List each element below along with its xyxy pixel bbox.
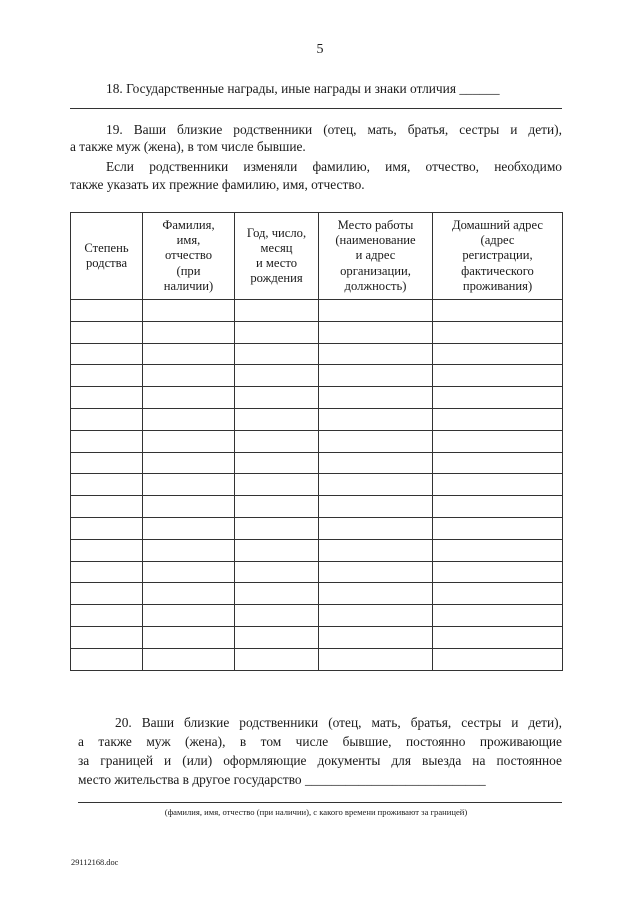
table-cell[interactable] (319, 539, 433, 561)
table-cell[interactable] (319, 408, 433, 430)
table-cell[interactable] (143, 648, 235, 670)
column-header-line: Год, число, (246, 225, 307, 240)
table-cell[interactable] (433, 583, 563, 605)
table-cell[interactable] (319, 626, 433, 648)
column-header-line: Фамилия, (162, 217, 215, 232)
table-cell[interactable] (71, 300, 143, 322)
table-cell[interactable] (433, 387, 563, 409)
table-cell[interactable] (235, 321, 319, 343)
table-cell[interactable] (433, 626, 563, 648)
item-18-answer-line (70, 108, 562, 109)
table-row (71, 408, 563, 430)
table-cell[interactable] (143, 452, 235, 474)
item-19-line-4: также указать их прежние фамилию, имя, отчество. (70, 177, 365, 192)
table-cell[interactable] (143, 408, 235, 430)
column-header-line: проживания) (462, 278, 533, 293)
table-cell[interactable] (433, 561, 563, 583)
table-row (71, 496, 563, 518)
table-cell[interactable] (71, 648, 143, 670)
column-header-line: имя, (176, 233, 201, 248)
table-cell[interactable] (235, 387, 319, 409)
table-cell[interactable] (433, 648, 563, 670)
table-row (71, 561, 563, 583)
table-cell[interactable] (143, 300, 235, 322)
table-cell[interactable] (143, 561, 235, 583)
table-cell[interactable] (71, 496, 143, 518)
table-cell[interactable] (143, 343, 235, 365)
table-cell[interactable] (71, 583, 143, 605)
table-cell[interactable] (235, 430, 319, 452)
table-cell[interactable] (235, 452, 319, 474)
table-cell[interactable] (143, 430, 235, 452)
table-cell[interactable] (319, 300, 433, 322)
table-header-row (71, 213, 563, 300)
column-header-line: Домашний адрес (452, 217, 543, 232)
answer-line-caption: (фамилия, имя, отчество (при наличии), с какого времени проживают за границей) (164, 807, 468, 817)
column-header-line: регистрации, (462, 248, 533, 263)
table-row (71, 539, 563, 561)
column-header-line: организации, (340, 263, 411, 278)
table-cell[interactable] (143, 496, 235, 518)
table-cell[interactable] (319, 343, 433, 365)
table-cell[interactable] (433, 300, 563, 322)
table-cell[interactable] (319, 648, 433, 670)
column-header (433, 213, 563, 300)
item-19-line-2: а также муж (жена), в том числе бывшие. (70, 139, 306, 154)
column-header-line: (адрес (480, 233, 515, 248)
table-row (71, 387, 563, 409)
column-header-line: Место работы (337, 217, 414, 232)
column-header-line: (наименование (335, 233, 416, 248)
table-cell[interactable] (71, 561, 143, 583)
table-cell[interactable] (319, 452, 433, 474)
column-header (143, 213, 235, 300)
table-cell[interactable] (433, 430, 563, 452)
table-cell[interactable] (433, 539, 563, 561)
column-header-line: должность) (344, 278, 407, 293)
table-row (71, 474, 563, 496)
table-cell[interactable] (433, 474, 563, 496)
table-cell[interactable] (235, 626, 319, 648)
column-header (71, 213, 143, 300)
table-cell[interactable] (235, 343, 319, 365)
table-cell[interactable] (235, 408, 319, 430)
item-20-line-1: 20. Ваши близкие родственники (отец, мать, братья, сестры и дети), (115, 715, 562, 730)
table-cell[interactable] (71, 321, 143, 343)
column-header-line: фактического (461, 263, 534, 278)
table-row (71, 321, 563, 343)
table-cell[interactable] (433, 452, 563, 474)
item-19-line-3: Если родственники изменяли фамилию, имя, отчество, необходимо (106, 159, 562, 174)
table-cell[interactable] (319, 561, 433, 583)
column-header-line: Степень (84, 240, 129, 255)
item-19-line-1: 19. Ваши близкие родственники (отец, мать, братья, сестры и дети), (106, 122, 562, 137)
column-header (235, 213, 319, 300)
table-cell[interactable] (319, 387, 433, 409)
item-20-line-2: а также муж (жена), в том числе бывшие, постоянно проживающие (78, 734, 562, 749)
table-cell[interactable] (71, 387, 143, 409)
table-cell[interactable] (143, 517, 235, 539)
table-cell[interactable] (143, 387, 235, 409)
table-cell[interactable] (143, 626, 235, 648)
table-cell[interactable] (433, 517, 563, 539)
table-row (71, 430, 563, 452)
table-cell[interactable] (319, 365, 433, 387)
document-id: 29112168.doc (71, 858, 119, 867)
table-cell[interactable] (319, 583, 433, 605)
table-cell[interactable] (143, 321, 235, 343)
table-cell[interactable] (235, 648, 319, 670)
table-row (71, 648, 563, 670)
table-cell[interactable] (71, 408, 143, 430)
table-cell[interactable] (433, 408, 563, 430)
page-number: 5 (316, 42, 324, 57)
table-cell[interactable] (71, 430, 143, 452)
item-20-answer-line (78, 802, 562, 803)
table-cell[interactable] (319, 430, 433, 452)
table-cell[interactable] (143, 605, 235, 627)
table-cell[interactable] (143, 474, 235, 496)
table-cell[interactable] (235, 605, 319, 627)
table-cell[interactable] (319, 321, 433, 343)
column-header (319, 213, 433, 300)
table-cell[interactable] (71, 365, 143, 387)
table-cell[interactable] (235, 539, 319, 561)
column-header-line: отчество (164, 248, 213, 263)
table-cell[interactable] (433, 343, 563, 365)
column-header-line: месяц (260, 240, 293, 255)
table-cell[interactable] (71, 539, 143, 561)
table-cell[interactable] (235, 583, 319, 605)
table-cell[interactable] (235, 496, 319, 518)
table-cell[interactable] (235, 474, 319, 496)
table-cell[interactable] (433, 605, 563, 627)
table-row (71, 365, 563, 387)
column-header-line: (при (176, 263, 201, 278)
table-cell[interactable] (71, 605, 143, 627)
table-cell[interactable] (143, 539, 235, 561)
table-cell[interactable] (319, 517, 433, 539)
table-cell[interactable] (235, 517, 319, 539)
table-row (71, 300, 563, 322)
table-cell[interactable] (143, 365, 235, 387)
table-cell[interactable] (235, 300, 319, 322)
table-cell[interactable] (143, 583, 235, 605)
column-header-line: рождения (250, 271, 303, 286)
table-cell[interactable] (71, 452, 143, 474)
column-header-line: родства (85, 256, 128, 270)
table-cell[interactable] (71, 343, 143, 365)
table-body (71, 300, 563, 671)
column-header-line: и адрес (355, 248, 396, 263)
table-row (71, 343, 563, 365)
item-20-line-3: за границей и (или) оформляющие документы для выезда на постоянное (78, 753, 562, 768)
column-header-line: наличии) (163, 278, 214, 293)
table-row (71, 605, 563, 627)
relatives-table (70, 212, 563, 671)
item-18-text: 18. Государственные награды, иные награды и знаки отличия ______ (106, 81, 500, 96)
table-cell[interactable] (71, 474, 143, 496)
table-row (71, 517, 563, 539)
table-cell[interactable] (319, 605, 433, 627)
table-row (71, 626, 563, 648)
table-cell[interactable] (319, 496, 433, 518)
item-20-line-4: место жительства в другое государство ___________________________ (78, 772, 486, 787)
table-cell[interactable] (319, 474, 433, 496)
table-cell[interactable] (433, 365, 563, 387)
table-cell[interactable] (235, 365, 319, 387)
table-cell[interactable] (235, 561, 319, 583)
table-cell[interactable] (433, 496, 563, 518)
table-row (71, 583, 563, 605)
table-row (71, 452, 563, 474)
column-header-line: и место (256, 256, 297, 270)
table-cell[interactable] (71, 517, 143, 539)
table-cell[interactable] (433, 321, 563, 343)
table-cell[interactable] (71, 626, 143, 648)
